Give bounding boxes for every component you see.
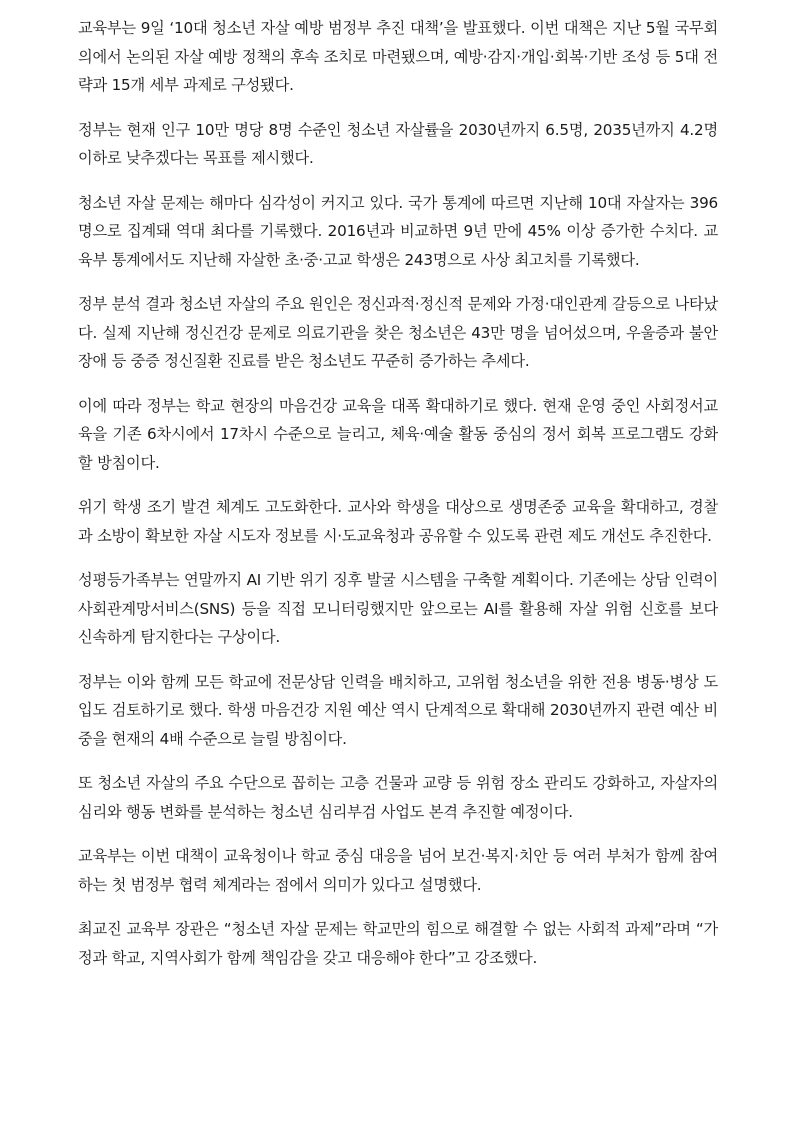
paragraph: 위기 학생 조기 발견 체계도 고도화한다. 교사와 학생을 대상으로 생명존중 교육을 확대하고, 경찰과 소방이 확보한 자살 시도자 정보를 시·도교육청과 공유할 수 있도록 관련 제도 개선도 추진한다. [78,498,718,545]
paragraph: 이에 따라 정부는 학교 현장의 마음건강 교육을 대폭 확대하기로 했다. 현재 운영 중인 사회정서교육을 기존 6차시에서 17차시 수준으로 늘리고, 체육·예술 활동 중심의 정서 회복 프로그램도 강화할 방침이다. [78,396,718,472]
article-body [78,14,718,988]
paragraph: 교육부는 9일 ‘10대 청소년 자살 예방 범정부 추진 대책’을 발표했다. 이번 대책은 지난 5월 국무회의에서 논의된 자살 예방 정책의 후속 조치로 마련됐으며, 예방·감지·개입·회복·기반 조성 등 5대 전략과 15개 세부 과제로 구성됐다. [78,19,718,94]
paragraph: 최교진 교육부 장관은 “청소년 자살 문제는 학교만의 힘으로 해결할 수 없는 사회적 과제”라며 “가정과 학교, 지역사회가 함께 책임감을 갖고 대응해야 한다”고 강조했다. [78,920,718,967]
paragraph: 정부는 현재 인구 10만 명당 8명 수준인 청소년 자살률을 2030년까지 6.5명, 2035년까지 4.2명 이하로 낮추겠다는 목표를 제시했다. [78,120,718,167]
paragraph: 청소년 자살 문제는 해마다 심각성이 커지고 있다. 국가 통계에 따르면 지난해 10대 자살자는 396명으로 집계돼 역대 최다를 기록했다. 2016년과 비교하면 9년 만에 45% 이상 증가한 수치다. 교육부 통계에서도 지난해 자살한 초·중·고교 학생은 243명으로 사상 최고치를 기록했다. [78,193,718,269]
paragraph: 또 청소년 자살의 주요 수단으로 꼽히는 고층 건물과 교량 등 위험 장소 관리도 강화하고, 자살자의 심리와 행동 변화를 분석하는 청소년 심리부검 사업도 본격 추진할 예정이다. [78,774,718,821]
paragraph: 성평등가족부는 연말까지 AI 기반 위기 징후 발굴 시스템을 구축할 계획이다. 기존에는 상담 인력이 사회관계망서비스(SNS) 등을 직접 모니터링했지만 앞으로는 AI를 활용해 자살 위험 신호를 보다 신속하게 탐지한다는 구상이다. [78,571,718,646]
paragraph: 교육부는 이번 대책이 교육청이나 학교 중심 대응을 넘어 보건·복지·치안 등 여러 부처가 함께 참여하는 첫 범정부 협력 체계라는 점에서 의미가 있다고 설명했다. [78,847,718,894]
paragraph: 정부는 이와 함께 모든 학교에 전문상담 인력을 배치하고, 고위험 청소년을 위한 전용 병동·병상 도입도 검토하기로 했다. 학생 마음건강 지원 예산 역시 단계적으로 확대해 2030년까지 관련 예산 비중을 현재의 4배 수준으로 늘릴 방침이다. [78,672,718,748]
paragraph: 정부 분석 결과 청소년 자살의 주요 원인은 정신과적·정신적 문제와 가정·대인관계 갈등으로 나타났다. 실제 지난해 정신건강 문제로 의료기관을 찾은 청소년은 43만 명을 넘어섰으며, 우울증과 불안장애 등 중증 정신질환 진료를 받은 청소년도 꾸준히 증가하는 추세다. [78,295,718,370]
